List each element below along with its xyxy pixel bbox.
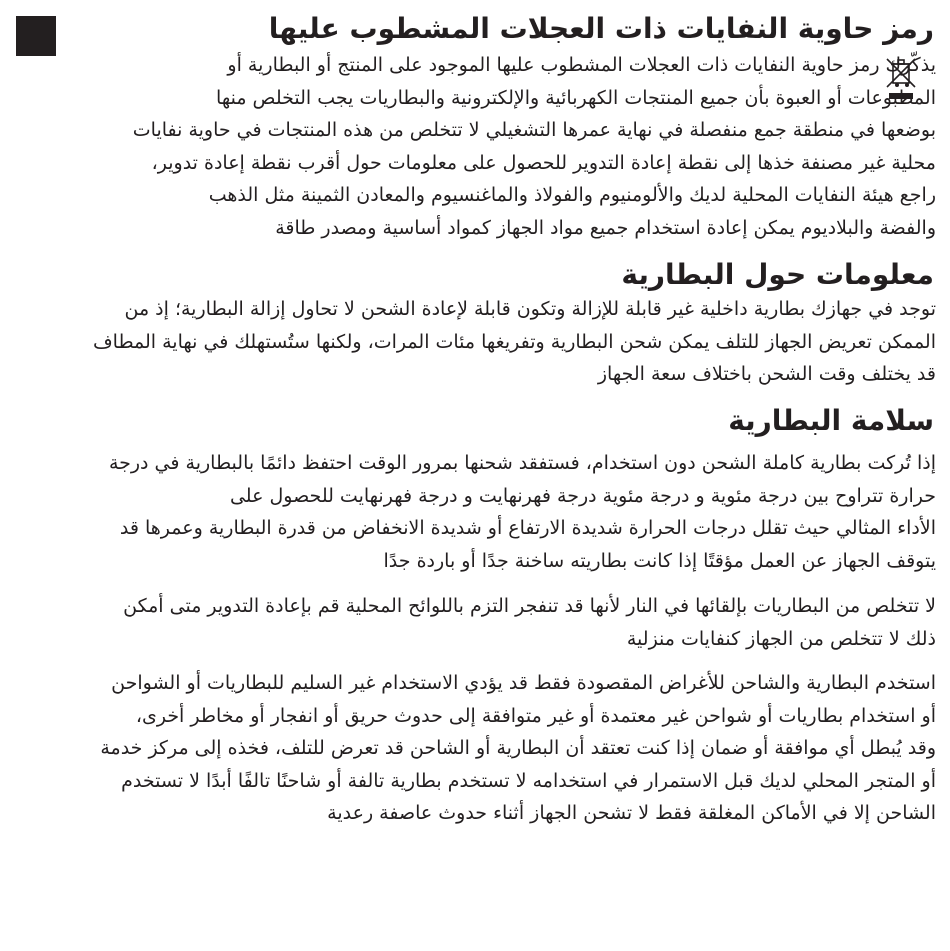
text-line: بوضعها في منطقة جمع منفصلة في نهاية عمرها التشغيلي لا تتخلص من هذه المنتجات في حاوية نفايات <box>132 119 936 141</box>
text-line: أو استخدام بطاريات أو شواحن غير معتمدة أو غير متوافقة إلى حدوث حريق أو انفجار أو مخاطر أخرى، <box>135 704 936 727</box>
battery-safety-para-1 <box>16 447 936 577</box>
text-line: توجد في جهازك بطارية داخلية غير قابلة للإزالة وتكون قابلة لإعادة الشحن لا تحاول إزالة البطارية؛ إذ من <box>124 298 936 320</box>
text-line: محلية غير مصنفة خذها إلى نقطة إعادة التدوير للحصول على معلومات حول أقرب نقطة إعادة تدوير، <box>151 151 936 174</box>
text-line: حرارة تتراوح بين درجة مئوية و درجة مئوية درجة فهرنهايت و درجة فهرنهايت للحصول على <box>229 484 936 507</box>
weee-para <box>16 114 936 244</box>
battery-safety-heading: سلامة البطارية <box>728 404 934 437</box>
battery-safety-para-2 <box>16 590 936 655</box>
text-line: استخدم البطارية والشاحن للأغراض المقصودة فقط قد يؤدي الاستخدام غير السليم للبطاريات أو الشواحن <box>111 672 936 694</box>
battery-info-heading: معلومات حول البطارية <box>621 258 934 291</box>
text-line: يتوقف الجهاز عن العمل مؤقتًا إذا كانت بطاريته ساخنة جدًا أو باردة جدًا <box>383 549 936 572</box>
text-line: ذلك لا تتخلص من الجهاز كنفايات منزلية <box>626 627 936 650</box>
text-line: الأداء المثالي حيث تقلل درجات الحرارة شديدة الارتفاع أو شديدة الانخفاض من قدرة البطارية وعمرها قد <box>119 517 936 539</box>
text-line: راجع هيئة النفايات المحلية لديك والألومنيوم والفولاذ والماغنسيوم والمعادن الثمينة مثل الذهب <box>208 184 936 206</box>
text-line: قد يختلف وقت الشحن باختلاف سعة الجهاز <box>597 363 936 385</box>
weee-para-top <box>116 49 936 114</box>
text-line: لا تتخلص من البطاريات بإلقائها في النار لأنها قد تنفجر التزم باللوائح المحلية قم بإعادة التدوير متى أمكن <box>123 595 936 617</box>
text-line: والفضة والبلاديوم يمكن إعادة استخدام جميع مواد الجهاز كمواد أساسية ومصدر طاقة <box>275 216 936 239</box>
text-line: إذا تُركت بطارية كاملة الشحن دون استخدام، فستفقد شحنها بمرور الوقت احتفظ دائمًا بالبطارية في درجة <box>108 452 936 474</box>
text-line: يذكّرك رمز حاوية النفايات ذات العجلات المشطوب عليها الموجود على المنتج أو البطارية أو <box>227 54 936 76</box>
text-line: الشاحن إلا في الأماكن المغلقة فقط لا تشحن الجهاز أثناء حدوث عاصفة رعدية <box>327 802 936 824</box>
text-line: الممكن تعريض الجهاز للتلف يمكن شحن البطارية وتفريغها مئات المرات، ولكنها ستُستهلك في نهاية المطاف <box>92 330 936 353</box>
battery-info-para <box>16 293 936 391</box>
text-line: أو المتجر المحلي لديك قبل الاستمرار في استخدامه لا تستخدم بطارية تالفة أو شاحنًا تالفًا أبدًا لا تستخدم <box>121 769 936 792</box>
text-line: وقد يُبطل أي موافقة أو ضمان إذا كنت تعتقد أن البطارية أو الشاحن قد تعرض للتلف، فخذه إلى مركز خدمة <box>100 737 936 759</box>
battery-safety-para-3 <box>16 667 936 830</box>
corner-mark <box>16 16 56 56</box>
text-line: المطبوعات أو العبوة بأن جميع المنتجات الكهربائية والإلكترونية والبطاريات يجب التخلص منها <box>216 86 936 109</box>
weee-heading: رمز حاوية النفايات ذات العجلات المشطوب عليها <box>268 12 934 45</box>
